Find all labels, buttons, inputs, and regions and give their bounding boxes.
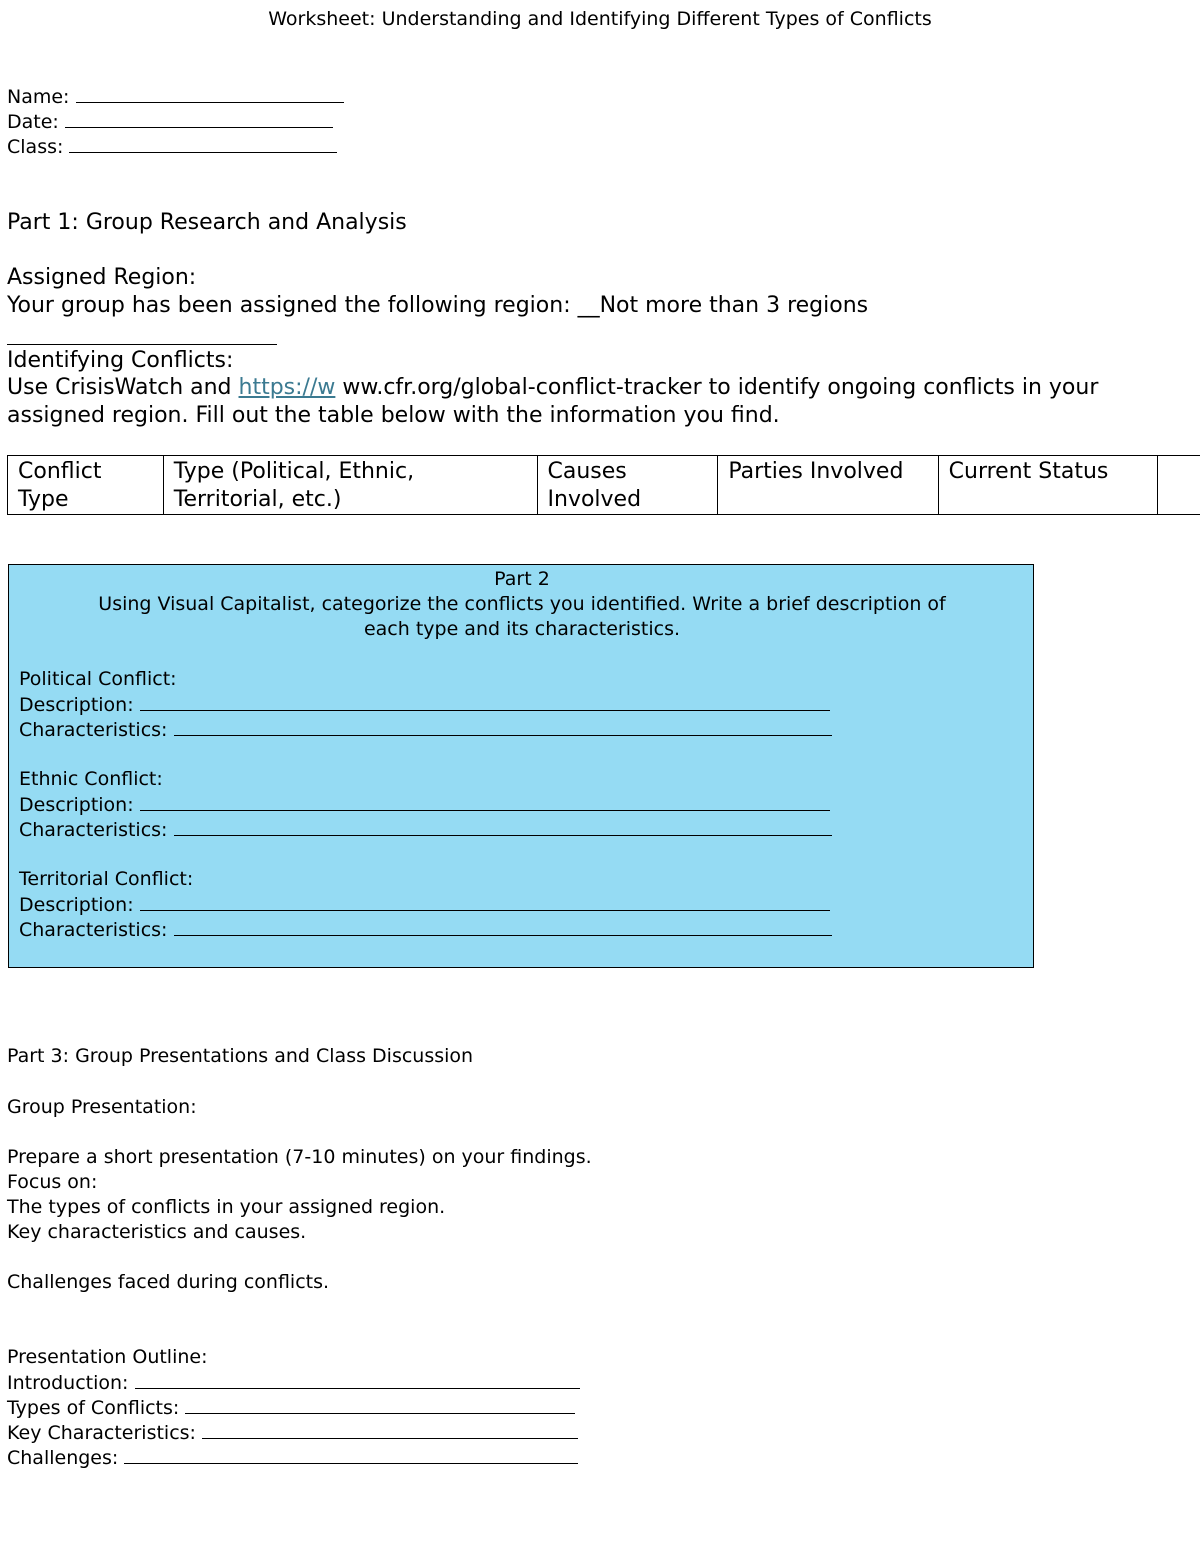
assigned-region-text: Your group has been assigned the following region: __Not more than 3 regions xyxy=(7,293,869,318)
date-label: Date: xyxy=(7,111,59,133)
outline-item-label: Introduction: xyxy=(7,1372,129,1394)
instructions-line2: assigned region. Fill out the table below with the information you find. xyxy=(7,403,780,428)
date-blank[interactable] xyxy=(65,109,333,128)
description-blank[interactable] xyxy=(140,692,830,711)
outline-item-label: Key Characteristics: xyxy=(7,1422,196,1444)
outline-blank[interactable] xyxy=(124,1445,578,1464)
instructions-suffix: ww.cfr.org/global-conflict-tracker to identify ongoing conflicts in your xyxy=(335,375,1099,400)
ethnic-description-field[interactable] xyxy=(19,792,830,818)
table-header-cell: Causes Involved xyxy=(537,456,718,515)
table-header-cell: Type (Political, Ethnic, Territorial, etc.) xyxy=(163,456,537,515)
part1-heading: Part 1: Group Research and Analysis xyxy=(7,210,407,235)
outline-blank[interactable] xyxy=(185,1395,575,1414)
territorial-characteristics-field[interactable] xyxy=(19,917,832,943)
description-label: Description: xyxy=(19,694,134,716)
name-field[interactable] xyxy=(7,84,344,109)
table-header-cell xyxy=(1158,456,1200,515)
focus-item: Key characteristics and causes. xyxy=(7,1221,307,1243)
part2-instructions-line1: Using Visual Capitalist, categorize the conflicts you identified. Write a brief description of xyxy=(98,593,946,615)
region-blank-line[interactable] xyxy=(7,344,277,345)
territorial-description-field[interactable] xyxy=(19,892,830,918)
characteristics-blank[interactable] xyxy=(174,717,832,736)
instructions-line1 xyxy=(7,374,1098,402)
description-label: Description: xyxy=(19,794,134,816)
focus-item: The types of conflicts in your assigned region. xyxy=(7,1196,446,1218)
name-blank[interactable] xyxy=(76,84,344,103)
characteristics-blank[interactable] xyxy=(174,817,832,836)
outline-label: Presentation Outline: xyxy=(7,1346,208,1368)
instructions-prefix: Use CrisisWatch and xyxy=(7,375,239,400)
identifying-conflicts-label: Identifying Conflicts: xyxy=(7,348,234,373)
table-header-row xyxy=(8,456,1200,515)
outline-item-label: Challenges: xyxy=(7,1447,119,1469)
challenges-text: Challenges faced during conflicts. xyxy=(7,1271,330,1293)
focus-label: Focus on: xyxy=(7,1171,98,1193)
outline-types-field[interactable] xyxy=(7,1395,575,1421)
outline-introduction-field[interactable] xyxy=(7,1370,580,1396)
worksheet-title: Worksheet: Understanding and Identifying Different Types of Conflicts xyxy=(268,8,932,30)
group-presentation-label: Group Presentation: xyxy=(7,1096,197,1118)
political-description-field[interactable] xyxy=(19,692,830,718)
conflicts-table xyxy=(7,455,1200,515)
table-header-cell: Current Status xyxy=(938,456,1158,515)
table-header-cell: Conflict Type xyxy=(8,456,164,515)
characteristics-label: Characteristics: xyxy=(19,919,168,941)
part2-box xyxy=(8,564,1034,968)
header-fields xyxy=(7,84,344,159)
description-blank[interactable] xyxy=(140,792,830,811)
part3-heading: Part 3: Group Presentations and Class Discussion xyxy=(7,1045,474,1067)
description-blank[interactable] xyxy=(140,892,830,911)
outline-blank[interactable] xyxy=(202,1420,578,1439)
assigned-region-label: Assigned Region: xyxy=(7,265,197,290)
characteristics-blank[interactable] xyxy=(174,917,832,936)
political-conflict-title: Political Conflict: xyxy=(19,668,177,690)
part2-instructions-line2: each type and its characteristics. xyxy=(363,618,681,640)
table-header-cell: Parties Involved xyxy=(718,456,938,515)
description-label: Description: xyxy=(19,894,134,916)
ethnic-conflict-title: Ethnic Conflict: xyxy=(19,768,163,790)
outline-blank[interactable] xyxy=(135,1370,580,1389)
political-characteristics-field[interactable] xyxy=(19,717,832,743)
tracker-link[interactable]: https://w xyxy=(238,375,336,400)
prepare-text: Prepare a short presentation (7-10 minutes) on your findings. xyxy=(7,1146,592,1168)
part2-heading: Part 2 xyxy=(494,568,550,590)
outline-characteristics-field[interactable] xyxy=(7,1420,578,1446)
class-blank[interactable] xyxy=(69,134,337,153)
ethnic-characteristics-field[interactable] xyxy=(19,817,832,843)
class-field[interactable] xyxy=(7,134,344,159)
date-field[interactable] xyxy=(7,109,344,134)
characteristics-label: Characteristics: xyxy=(19,719,168,741)
characteristics-label: Characteristics: xyxy=(19,819,168,841)
territorial-conflict-title: Territorial Conflict: xyxy=(19,868,194,890)
name-label: Name: xyxy=(7,86,70,108)
outline-challenges-field[interactable] xyxy=(7,1445,578,1471)
class-label: Class: xyxy=(7,136,64,158)
outline-item-label: Types of Conflicts: xyxy=(7,1397,180,1419)
